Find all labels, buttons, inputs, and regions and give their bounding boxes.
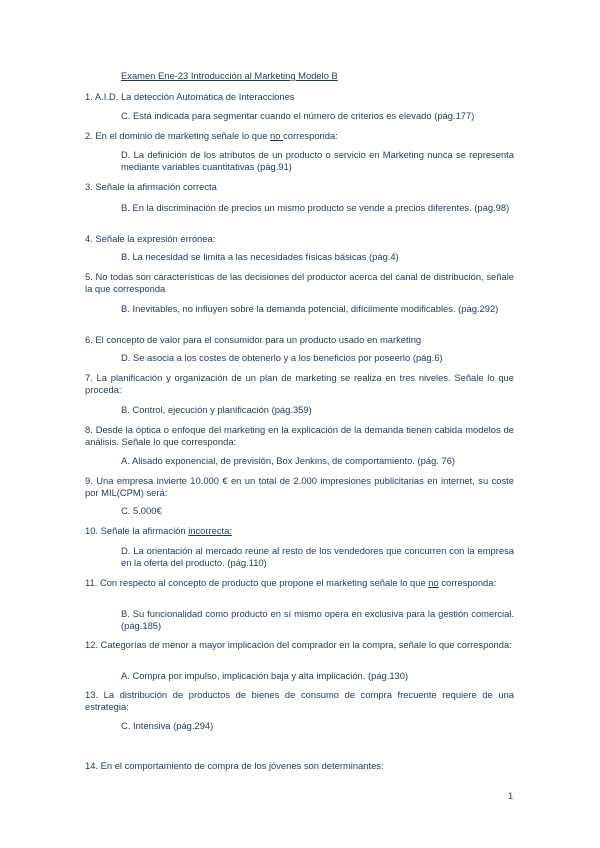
question-14: 14. En el comportamiento de compra de los jóvenes son determinantes: — [85, 760, 384, 771]
question-text: 2. En el dominio de marketing señale lo que — [85, 130, 271, 141]
document-title: Examen Ene-23 Introducción al Marketing Modelo B — [121, 70, 338, 81]
answer-1: C. Está indicada para segmentar cuando el número de criterios es elevado (pág.177) — [121, 110, 475, 121]
question-8: 8. Desde la óptica o enfoque del marketing en la explicación de la demanda tienen cabida modelos de análisis. Señale lo que corresponda: — [85, 424, 514, 447]
answer-2: D. La definición de los atributos de un producto o servicio en Marketing nunca se representa mediante variables cuantitativas (pág.91) — [121, 149, 514, 172]
question-text: corresponda: — [438, 577, 497, 588]
question-3: 3. Señale la afirmación correcta — [85, 181, 217, 192]
underlined-text: no — [270, 130, 284, 141]
underlined-text: incorrecta: — [188, 525, 232, 536]
question-text: 10. Señale la afirmación — [85, 525, 189, 536]
page-number: 1 — [508, 790, 514, 801]
answer-10: D. La orientación al mercado reúne al resto de los vendedores que concurren con la empresa en la oferta del producto. (pág.110) — [121, 545, 514, 568]
answer-4: B. La necesidad se limita a las necesidades físicas básicas (pág.4) — [121, 251, 399, 262]
question-13: 13. La distribución de productos de bienes de consumo de compra frecuente requiere de una estrategia: — [85, 689, 514, 712]
answer-7: B. Control, ejecución y planificación (pág.359) — [121, 404, 312, 415]
answer-5: B. Inevitables, no influyen sobre la demanda potencial, difícilmente modificables. (pág.292) — [121, 303, 499, 314]
answer-9: C. 5.000€ — [121, 505, 162, 516]
answer-12: A. Compra por impulso, implicación baja y alta implicación. (pág.130) — [121, 670, 409, 681]
underlined-text: no — [428, 577, 439, 588]
question-5: 5. No todas son características de las decisiones del productor acerca del canal de distribución, señale la que corresponda — [85, 271, 514, 294]
answer-8: A. Alisado exponencial, de previsión, Box Jenkins, de comportamiento. (pág. 76) — [121, 455, 456, 466]
question-text: 11. Con respecto al concepto de producto que propone el marketing señale lo que — [85, 577, 429, 588]
question-7: 7. La planificación y organización de un plan de marketing se realiza en tres niveles. Señale lo que proceda: — [85, 372, 514, 395]
question-10 — [85, 525, 514, 537]
question-2 — [85, 130, 514, 142]
question-12: 12. Categorías de menor a mayor implicación del comprador en la compra, señale lo que corresponda: — [85, 639, 512, 650]
question-1: 1. A.I.D. La detección Automática de Interacciones — [85, 91, 295, 102]
question-4: 4. Señale la expresión errónea: — [85, 233, 216, 244]
answer-3: B. En la discriminación de precios un mismo producto se vende a precios diferentes. (pág.98) — [121, 202, 510, 213]
question-11 — [85, 577, 514, 589]
question-6: 6. El concepto de valor para el consumidor para un producto usado en marketing — [85, 334, 422, 345]
question-9: 9. Una empresa invierte 10.000 € en un total de 2.000 impresiones publicitarias en internet, su coste por MIL(CPM) será: — [85, 475, 514, 498]
answer-6: D. Se asocia a los costes de obtenerlo y a los beneficios por poseerlo (pág.6) — [121, 352, 443, 363]
answer-13: C. Intensiva (pág.294) — [121, 720, 214, 731]
question-text: corresponda: — [283, 130, 338, 141]
answer-11: B. Su funcionalidad como producto en sí mismo opera en exclusiva para la gestión comercial. (pág.185) — [121, 608, 514, 631]
